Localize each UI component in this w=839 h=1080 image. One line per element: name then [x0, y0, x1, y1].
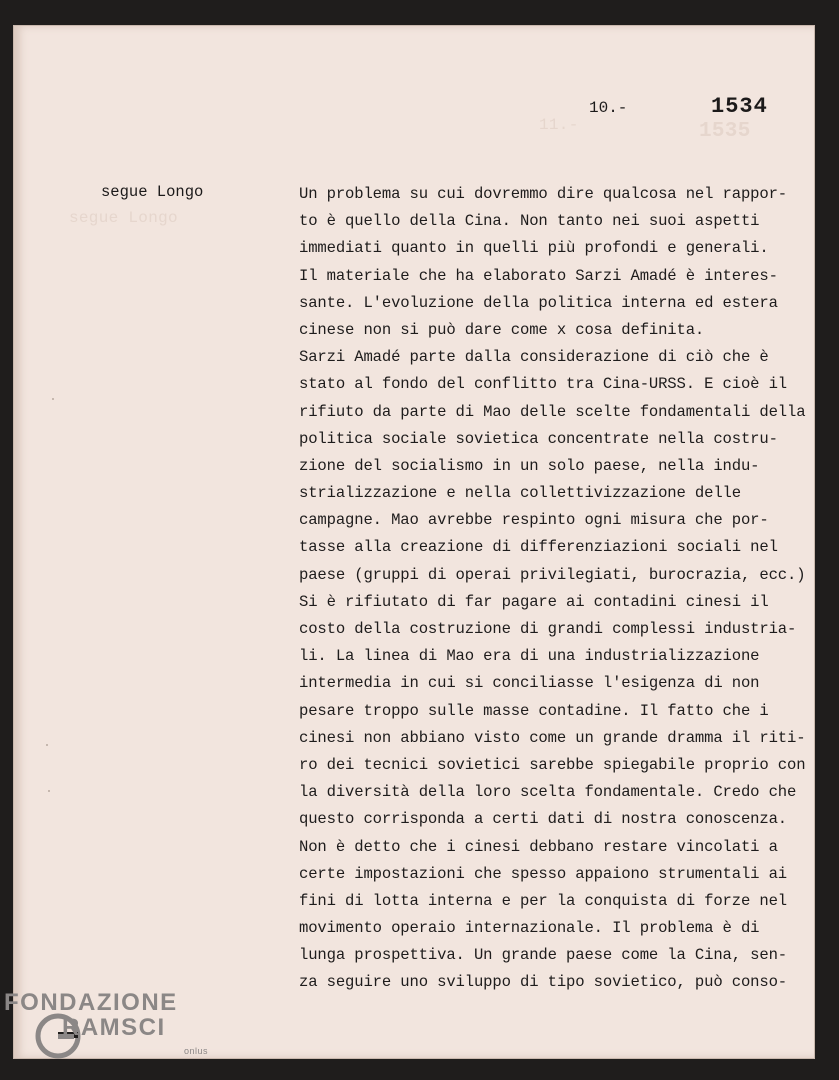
- document-page: [14, 26, 814, 1058]
- text-line: fini di lotta interna e per la conquista di forze nel: [299, 891, 788, 910]
- text-line: questo corrisponda a certi dati di nostra conoscenza.: [299, 810, 788, 829]
- archive-stamp-number: 1534: [711, 94, 768, 119]
- watermark-line3: onlus: [184, 1046, 209, 1056]
- bleed-through-page-number: 11.-: [539, 116, 579, 134]
- text-line: strializzazione e nella collettivizzazione delle: [299, 484, 741, 503]
- text-line: paese (gruppi di operai privilegiati, burocrazia, ecc.): [299, 565, 806, 584]
- text-line: Il materiale che ha elaborato Sarzi Amadé è interes-: [299, 266, 778, 285]
- text-line: movimento operaio internazionale. Il problema è di: [299, 919, 760, 938]
- watermark-line2: RAMSCI: [62, 1014, 166, 1041]
- text-line: sante. L'evoluzione della politica interna ed estera: [299, 293, 778, 312]
- text-line: zione del socialismo in un solo paese, nella indu-: [299, 456, 760, 475]
- bleed-through-archive-number: 1535: [699, 120, 751, 143]
- text-line: li. La linea di Mao era di una industrializzazione: [299, 647, 760, 666]
- marginal-note: segue Longo: [101, 183, 204, 201]
- text-line: certe impostazioni che spesso appaiono strumentali ai: [299, 864, 788, 883]
- text-line: ro dei tecnici sovietici sarebbe spiegabile proprio con: [299, 755, 806, 774]
- paper-speck: [48, 790, 50, 792]
- text-line: la diversità della loro scelta fondamentale. Credo che: [299, 783, 797, 802]
- text-line: politica sociale sovietica concentrate nella costru-: [299, 429, 778, 448]
- text-line: Si è rifiutato di far pagare ai contadini cinesi il: [299, 592, 769, 611]
- bleed-through-marginal-note: segue Longo: [69, 209, 178, 227]
- text-line: cinesi non abbiano visto come un grande dramma il riti-: [299, 728, 806, 747]
- text-line: intermedia in cui si conciliasse l'esigenza di non: [299, 674, 760, 693]
- typed-text-body: [299, 181, 814, 997]
- watermark-line1: FONDAZIONE: [4, 989, 178, 1016]
- text-line: immediati quanto in quelli più profondi e generali.: [299, 239, 769, 258]
- text-line: stato al fondo del conflitto tra Cina-URSS. E cioè il: [299, 375, 788, 394]
- text-line: tasse alla creazione di differenziazioni sociali nel: [299, 538, 778, 557]
- paper-speck: [52, 398, 54, 400]
- text-line: Non è detto che i cinesi debbano restare vincolati a: [299, 837, 778, 856]
- text-line: campagne. Mao avrebbe respinto ogni misura che por-: [299, 511, 769, 530]
- text-line: lunga prospettiva. Un grande paese come la Cina, sen-: [299, 946, 788, 965]
- text-line: za seguire uno sviluppo di tipo sovietico, può conso-: [299, 973, 788, 992]
- text-line: rifiuto da parte di Mao delle scelte fondamentali della: [299, 402, 806, 421]
- text-line: to è quello della Cina. Non tanto nei suoi aspetti: [299, 212, 760, 231]
- paper-speck: [46, 744, 48, 746]
- text-line: Un problema su cui dovremmo dire qualcosa nel rappor-: [299, 185, 788, 203]
- fondazione-gramsci-watermark: [4, 989, 209, 1056]
- text-line: costo della costruzione di grandi complessi industria-: [299, 620, 797, 638]
- page-number: 10.-: [589, 99, 628, 117]
- text-line: Sarzi Amadé parte dalla considerazione di ciò che è: [299, 348, 769, 367]
- text-line: pesare troppo sulle masse contadine. Il fatto che i: [299, 701, 769, 720]
- text-line: cinese non si può dare come x cosa definita.: [299, 320, 705, 339]
